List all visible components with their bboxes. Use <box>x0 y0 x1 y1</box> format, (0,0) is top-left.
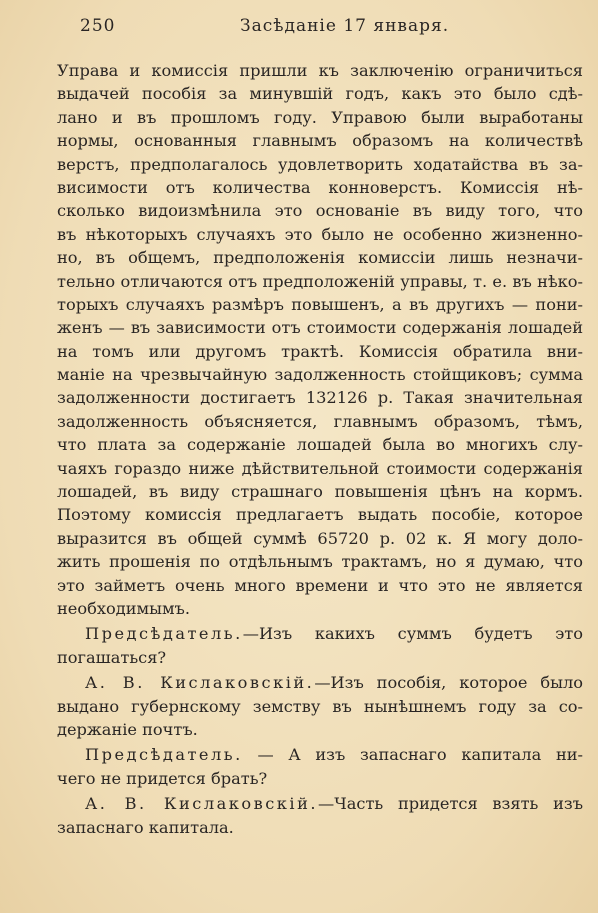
text-line: на томъ или другомъ трактѣ. Комиссія обратила вни- <box>57 341 583 361</box>
text-line <box>57 622 583 645</box>
page-number: 250 <box>80 16 116 36</box>
text-line: необходимымъ. <box>57 598 191 618</box>
text-line: выдано губернскому земству въ нынѣшнемъ году за со- <box>57 696 583 716</box>
text-line: сколько видоизмѣнила это основаніе въ виду того, что <box>57 201 583 221</box>
text-line: задолженности достигаетъ 132126 р. Такая значительная <box>57 388 583 408</box>
text-line: выразится въ общей суммѣ 65720 р. 02 к. Я могу доло- <box>57 528 583 548</box>
text-line: тельно отличаются отъ предположеній управы, т. е. въ нѣко- <box>57 271 583 291</box>
text-line: что плата за содержаніе лошадей была во многихъ слу- <box>57 435 583 455</box>
text-line: выдачей пособія за минувшій годъ, какъ это было сдѣ- <box>57 84 583 104</box>
text-line <box>57 671 583 694</box>
text-line: держаніе почтъ. <box>57 719 198 739</box>
speaker-name: Предсѣдатель. <box>85 624 243 644</box>
text-line: Поэтому комиссія предлагаетъ выдать пособіе, которое <box>57 505 583 525</box>
text-line: жить прошенія по отдѣльнымъ трактамъ, но я думаю, что <box>57 552 583 572</box>
speech-text: — А изъ запаснаго капитала ни- <box>242 745 583 765</box>
text-line <box>57 743 583 766</box>
text-paragraph <box>57 59 583 620</box>
text-line: маніе на чрезвычайную задолженность стойщиковъ; сумма <box>57 365 583 385</box>
dialogue-paragraph <box>57 622 583 669</box>
speech-text: —Изъ пособія, которое было <box>314 673 584 693</box>
text-line <box>57 792 583 815</box>
text-line: чего не придется брать? <box>57 768 268 788</box>
text-line: погашаться? <box>57 647 167 667</box>
text-line: чаяхъ гораздо ниже дѣйствительной стоимости содержанія <box>57 458 583 478</box>
page-header <box>80 16 546 44</box>
text-line: запаснаго капитала. <box>57 817 234 837</box>
text-line: висимости отъ количества конноверстъ. Комиссія нѣ- <box>57 177 583 197</box>
running-title: Засѣданіе 17 января. <box>240 16 450 36</box>
speaker-name: А. В. Кислаковскій. <box>85 794 319 814</box>
dialogue-paragraph <box>57 671 583 741</box>
text-line: Управа и комиссія пришли къ заключенію ограничиться <box>57 61 583 80</box>
speaker-name: А. В. Кислаковскій. <box>85 673 315 693</box>
text-line: лано и въ прошломъ году. Управою были выработаны <box>57 107 583 127</box>
text-line: торыхъ случаяхъ размѣръ повышенъ, а въ другихъ — пони- <box>57 294 583 314</box>
text-line: но, въ общемъ, предположенія комиссіи лишь незначи- <box>57 248 583 268</box>
text-line: нормы, основанныя главнымъ образомъ на количествѣ <box>57 131 583 151</box>
text-line: верстъ, предполагалось удовлетворить ходатайства въ за- <box>57 154 583 174</box>
text-line: задолженность объясняется, главнымъ образомъ, тѣмъ, <box>57 411 583 431</box>
text-line: женъ — въ зависимости отъ стоимости содержанія лошадей <box>57 318 583 338</box>
text-line: въ нѣкоторыхъ случаяхъ это было не особенно жизненно- <box>57 224 583 244</box>
text-line: это займетъ очень много времени и что это не является <box>57 575 583 595</box>
dialogue-paragraph <box>57 792 583 839</box>
body-text <box>57 59 583 839</box>
text-line: лошадей, въ виду страшнаго повышенія цѣнъ на кормъ. <box>57 482 583 502</box>
speech-text: —Часть придется взять изъ <box>318 794 584 814</box>
speaker-name: Предсѣдатель. <box>85 745 243 765</box>
dialogue-paragraph <box>57 743 583 790</box>
speech-text: —Изъ какихъ суммъ будетъ это <box>242 624 583 644</box>
